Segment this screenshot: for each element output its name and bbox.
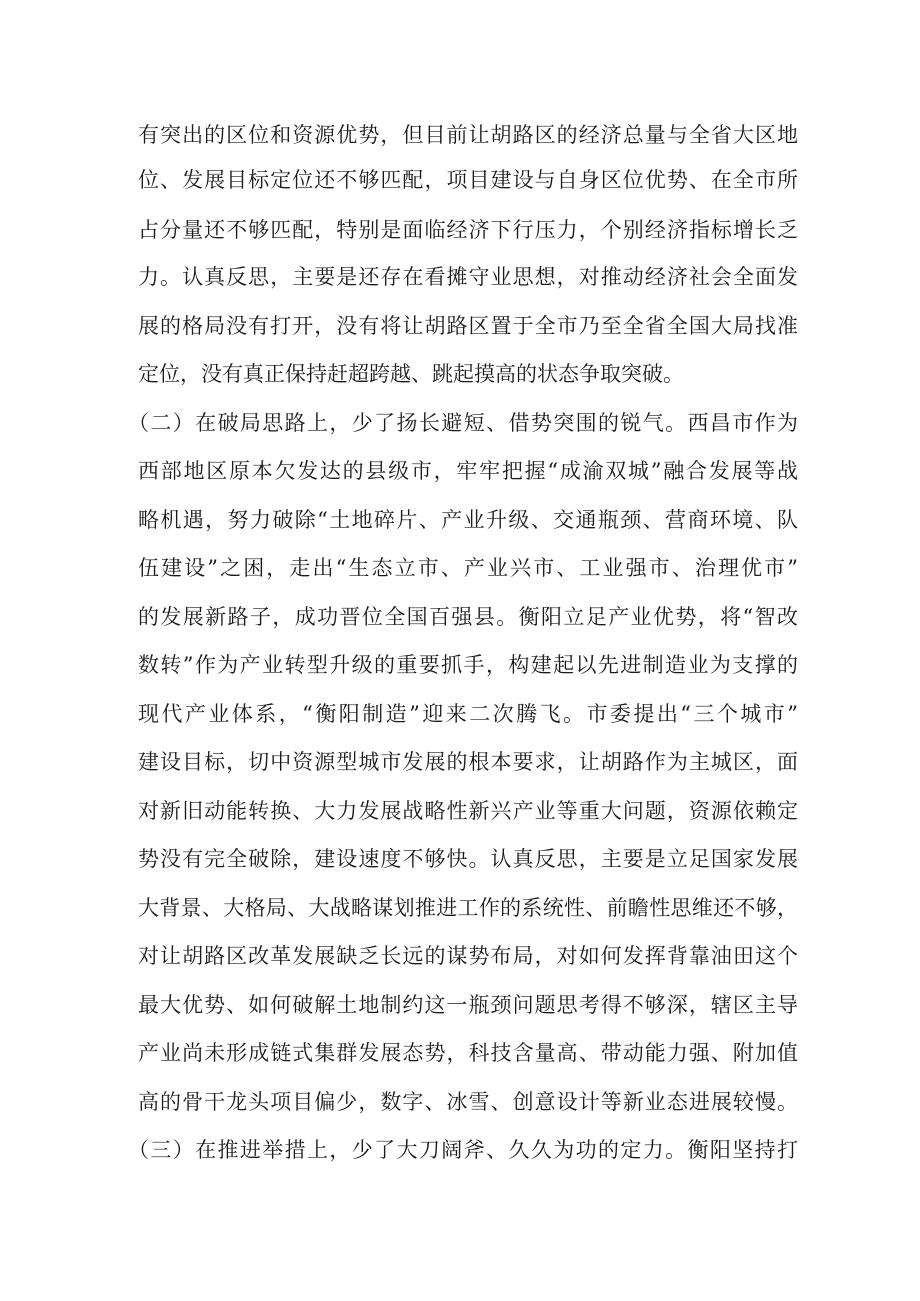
text-line: 位、发展目标定位还不够匹配，项目建设与自身区位优势、在全市所 [138,168,798,192]
text-line: 西部地区原本欠发达的县级市，牢牢把握“成渝双城”融合发展等战 [138,459,798,483]
text-line: 力。认真反思，主要是还存在看摊守业思想，对推动经济社会全面发 [138,265,798,289]
text-line: 展的格局没有打开，没有将让胡路区置于全市乃至全省全国大局找准 [138,314,798,338]
text-line: 最大优势、如何破解土地制约这一瓶颈问题思考得不够深，辖区主导 [138,993,798,1017]
text-line: 对新旧动能转换、大力发展战略性新兴产业等重大问题，资源依赖定 [138,799,798,823]
text-line: （二）在破局思路上，少了扬长避短、借势突围的锐气。西昌市作为 [128,411,798,435]
text-line: 大背景、大格局、大战略谋划推进工作的系统性、前瞻性思维还不够， [138,896,798,920]
text-line: 现代产业体系，“衡阳制造”迎来二次腾飞。市委提出“三个城市” [138,702,798,726]
text-line: 产业尚未形成链式集群发展态势，科技含量高、带动能力强、附加值 [138,1041,798,1065]
text-line: 有突出的区位和资源优势，但目前让胡路区的经济总量与全省大区地 [138,123,798,147]
text-line: 数转”作为产业转型升级的重要抓手，构建起以先进制造业为支撑的 [138,653,798,677]
text-line: 伍建设”之困，走出“生态立市、产业兴市、工业强市、治理优市” [138,556,798,580]
text-line: （三）在推进举措上，少了大刀阔斧、久久为功的定力。衡阳坚持打 [128,1138,798,1162]
text-line: 的发展新路子，成功晋位全国百强县。衡阳立足产业优势，将“智改 [138,605,798,629]
text-line: 势没有完全破除，建设速度不够快。认真反思，主要是立足国家发展 [138,847,798,871]
text-line: 略机遇，努力破除“土地碎片、产业升级、交通瓶颈、营商环境、队 [138,508,798,532]
text-line: 定位，没有真正保持赶超跨越、跳起摸高的状态争取突破。 [138,362,684,386]
text-line: 建设目标，切中资源型城市发展的根本要求，让胡路作为主城区，面 [138,750,798,774]
text-line: 占分量还不够匹配，特别是面临经济下行压力，个别经济指标增长乏 [138,218,798,242]
text-line: 对让胡路区改革发展缺乏长远的谋势布局，对如何发挥背靠油田这个 [138,944,798,968]
text-line: 高的骨干龙头项目偏少，数字、冰雪、创意设计等新业态进展较慢。 [138,1090,798,1114]
